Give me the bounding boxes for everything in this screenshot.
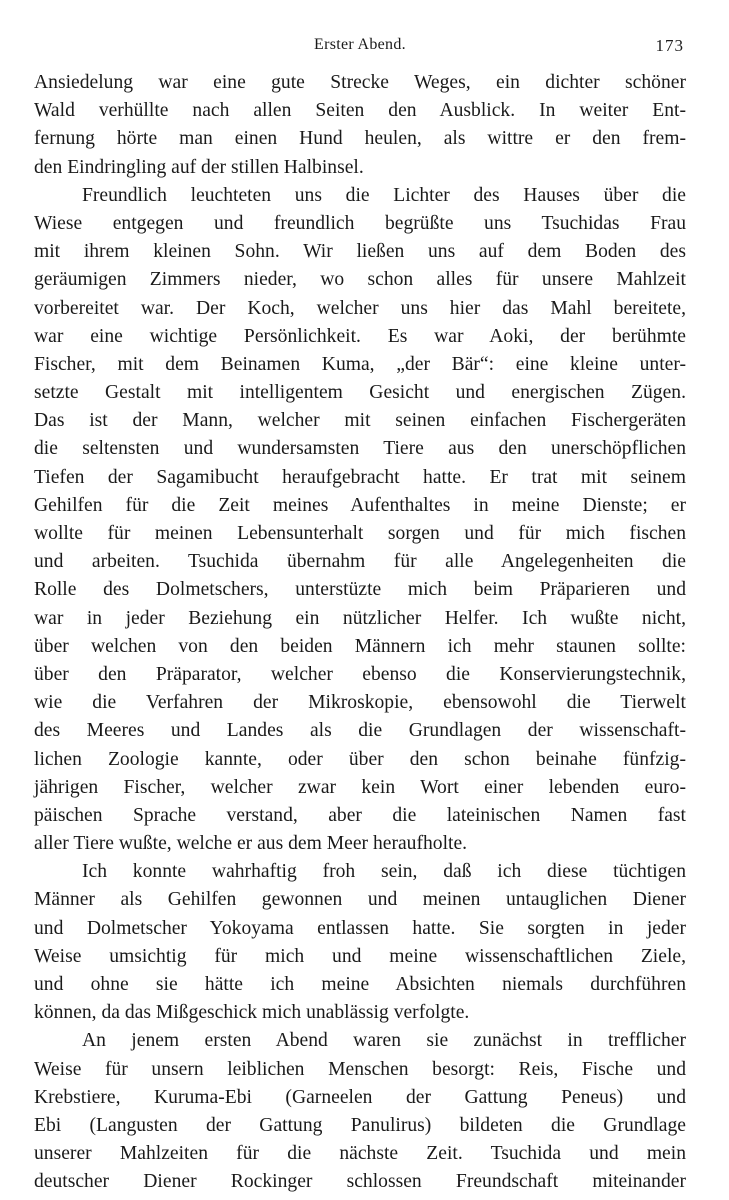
text-line: Tiefen der Sagamibucht heraufgebracht hatte. Er trat mit seinem — [34, 466, 686, 488]
text-line: Ansiedelung war eine gute Strecke Weges, ein dichter schöner — [34, 72, 686, 93]
text-line: Freundlich leuchteten uns die Lichter des Hauses über die — [82, 184, 686, 206]
text-line: Gehilfen für die Zeit meines Aufenthaltes in meine Dienste; er — [34, 494, 686, 516]
text-line: und Dolmetscher Yokoyama entlassen hatte. Sie sorgten in jeder — [34, 917, 686, 939]
text-line: lichen Zoologie kannte, oder über den schon beinahe fünfzig- — [34, 748, 686, 770]
text-line: und arbeiten. Tsuchida übernahm für alle Angelegenheiten die — [34, 551, 686, 573]
text-line: unserer Mahlzeiten für die nächste Zeit. Tsuchida und mein — [34, 1143, 686, 1165]
text-line: Weise für unsern leiblichen Menschen besorgt: Reis, Fische und — [34, 1058, 686, 1080]
text-line: vorbereitet war. Der Koch, welcher uns hier das Mahl bereitete, — [34, 297, 686, 319]
text-line: Wald verhüllte nach allen Seiten den Ausblick. In weiter Ent- — [34, 100, 686, 122]
text-line: jährigen Fischer, welcher zwar kein Wort einer lebenden euro- — [34, 776, 686, 798]
running-head — [34, 36, 686, 58]
text-line: setzte Gestalt mit intelligentem Gesicht und energischen Zügen. — [34, 382, 686, 404]
text-line: Ebi (Langusten der Gattung Panulirus) bildeten die Grundlage — [34, 1114, 686, 1136]
text-line: war eine wichtige Persönlichkeit. Es war Aoki, der berühmte — [34, 325, 686, 347]
text-line: und ohne sie hätte ich meine Absichten niemals durchführen — [34, 974, 686, 995]
text-line: den Eindringling auf der stillen Halbinsel. — [34, 156, 364, 178]
text-line: können, da das Mißgeschick mich unablässig verfolgte. — [34, 1002, 470, 1024]
text-line: wollte für meinen Lebensunterhalt sorgen und für mich fischen — [34, 523, 686, 544]
text-line: des Meeres und Landes als die Grundlagen der wissenschaft- — [34, 720, 686, 742]
text-line: deutscher Diener Rockinger schlossen Freundschaft miteinander — [34, 1171, 686, 1193]
text-line: Das ist der Mann, welcher mit seinen einfachen Fischergeräten — [34, 410, 686, 432]
text-line: über den Präparator, welcher ebenso die Konservierungstechnik, — [34, 663, 686, 685]
text-line: geräumigen Zimmers nieder, wo schon alles für unsere Mahlzeit — [34, 269, 686, 291]
running-title: Erster Abend. — [314, 36, 406, 53]
text-line: aller Tiere wußte, welche er aus dem Meer heraufholte. — [34, 833, 468, 855]
text-line: Rolle des Dolmetschers, unterstüzte mich beim Präparieren und — [34, 579, 686, 601]
text-line: wie die Verfahren der Mikroskopie, ebensowohl die Tierwelt — [34, 692, 686, 714]
text-line: die seltensten und wundersamsten Tiere aus den unerschöpflichen — [34, 438, 686, 460]
text-line: fernung hörte man einen Hund heulen, als wittre er den frem- — [34, 128, 686, 150]
text-line: An jenem ersten Abend waren sie zunächst in trefflicher — [82, 1030, 686, 1052]
text-line: päischen Sprache verstand, aber die lateinischen Namen fast — [34, 804, 686, 826]
text-line: mit ihrem kleinen Sohn. Wir ließen uns auf dem Boden des — [34, 241, 686, 263]
page-number: 173 — [655, 36, 684, 55]
text-line: Weise umsichtig für mich und meine wissenschaftlichen Ziele, — [34, 945, 686, 967]
text-line: Ich konnte wahrhaftig froh sein, daß ich diese tüchtigen — [82, 861, 686, 883]
body-text — [34, 69, 686, 1197]
text-line: Fischer, mit dem Beinamen Kuma, „der Bär“: eine kleine unter- — [34, 353, 686, 375]
text-line: Krebstiere, Kuruma-Ebi (Garneelen der Gattung Peneus) und — [34, 1086, 686, 1108]
text-line: Wiese entgegen und freundlich begrüßte uns Tsuchidas Frau — [34, 212, 686, 234]
text-line: war in jeder Beziehung ein nützlicher Helfer. Ich wußte nicht, — [34, 607, 686, 629]
text-line: über welchen von den beiden Männern ich mehr staunen sollte: — [34, 635, 686, 657]
text-line: Männer als Gehilfen gewonnen und meinen untauglichen Diener — [34, 889, 686, 911]
